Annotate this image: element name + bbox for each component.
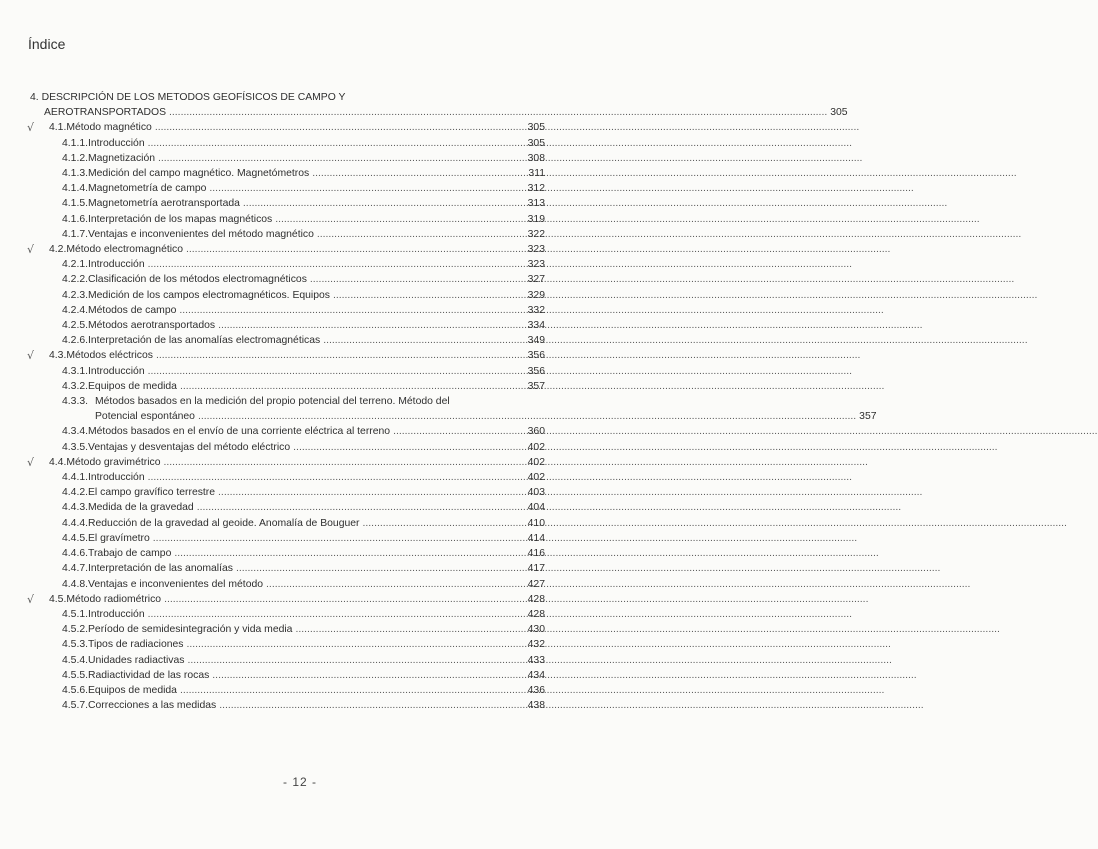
subsection-page: 323 bbox=[527, 259, 545, 271]
toc-subsection[interactable] bbox=[30, 318, 545, 333]
subsection-title: Métodos de campo bbox=[88, 304, 177, 316]
dot-leader bbox=[148, 364, 518, 379]
dot-leader bbox=[266, 577, 518, 592]
subsection-title: Ventajas e inconvenientes del método magnético bbox=[88, 228, 314, 240]
subsection-number: 4.2.5. bbox=[62, 320, 88, 332]
subsection-title-continued: Potencial espontáneo bbox=[95, 411, 195, 423]
section-number: 4.5. bbox=[49, 593, 67, 605]
subsection-number: 4.4.8. bbox=[62, 578, 88, 590]
section-page: 428 bbox=[527, 593, 545, 605]
subsection-number: 4.3.5. bbox=[62, 441, 88, 453]
section-number: 4.1. bbox=[49, 122, 67, 134]
dot-leader bbox=[169, 105, 827, 120]
subsection-number: 4.4.1. bbox=[62, 472, 88, 484]
table-of-contents bbox=[27, 90, 877, 713]
dot-leader bbox=[212, 668, 518, 683]
dot-leader bbox=[158, 151, 518, 166]
section-title: Método gravimétrico bbox=[66, 456, 161, 468]
subsection-number: 4.2.6. bbox=[62, 335, 88, 347]
subsection-number: 4.2.1. bbox=[62, 259, 88, 271]
subsection-page: 319 bbox=[527, 213, 545, 225]
subsection-number: 4.4.2. bbox=[62, 487, 88, 499]
toc-subsection[interactable] bbox=[30, 577, 545, 592]
dot-leader bbox=[148, 136, 518, 151]
subsection-number: 4.2.2. bbox=[62, 274, 88, 286]
subsection-title: El gravímetro bbox=[88, 532, 150, 544]
subsection-number: 4.4.3. bbox=[62, 502, 88, 514]
subsection-title: Trabajo de campo bbox=[88, 548, 172, 560]
check-mark-icon: √ bbox=[27, 592, 35, 606]
subsection-title: Medición del campo magnético. Magnetómetros bbox=[88, 168, 310, 180]
toc-subsection[interactable] bbox=[30, 333, 545, 348]
subsection-number: 4.1.5. bbox=[62, 198, 88, 210]
dot-leader bbox=[236, 561, 518, 576]
toc-section-2[interactable] bbox=[27, 242, 545, 257]
chapter-number: 4. bbox=[30, 92, 39, 103]
subsection-page: 416 bbox=[527, 548, 545, 560]
toc-subsection[interactable] bbox=[30, 668, 545, 683]
section-title: Método electromagnético bbox=[66, 244, 184, 256]
subsection-number: 4.5.3. bbox=[62, 639, 88, 651]
dot-leader bbox=[218, 318, 518, 333]
section-page: 323 bbox=[527, 244, 545, 256]
dot-leader bbox=[153, 531, 518, 546]
dot-leader bbox=[187, 653, 518, 668]
dot-leader bbox=[209, 181, 518, 196]
subsection-page: 402 bbox=[527, 472, 545, 484]
subsection-page: 357 bbox=[527, 380, 545, 392]
dot-leader bbox=[243, 196, 518, 211]
subsection-page: 327 bbox=[527, 274, 545, 286]
subsection-page: 428 bbox=[527, 608, 545, 620]
dot-leader bbox=[179, 303, 518, 318]
subsection-number: 4.5.1. bbox=[62, 608, 88, 620]
toc-subsection-continued[interactable] bbox=[30, 409, 877, 424]
section-page: 305 bbox=[527, 122, 545, 134]
subsection-number: 4.1.6. bbox=[62, 213, 88, 225]
subsection-title: Introducción bbox=[88, 472, 145, 484]
subsection-number: 4.4.7. bbox=[62, 563, 88, 575]
subsection-number: 4.1.2. bbox=[62, 152, 88, 164]
subsection-number: 4.1.1. bbox=[62, 137, 88, 149]
toc-subsection[interactable] bbox=[30, 500, 545, 515]
subsection-title: Métodos basados en el envío de una corriente eléctrica al terreno bbox=[88, 426, 391, 438]
dot-leader bbox=[186, 242, 518, 257]
subsection-title: Introducción bbox=[88, 259, 145, 271]
subsection-title: Clasificación de los métodos electromagnéticos bbox=[88, 274, 307, 286]
toc-subsection[interactable] bbox=[30, 637, 545, 652]
subsection-number: 4.4.4. bbox=[62, 517, 88, 529]
subsection-title: Interpretación de las anomalías bbox=[88, 563, 233, 575]
subsection-number: 4.5.7. bbox=[62, 700, 88, 712]
toc-subsection[interactable] bbox=[30, 653, 545, 668]
toc-subsection[interactable] bbox=[30, 212, 545, 227]
subsection-page: 322 bbox=[527, 228, 545, 240]
chapter-page: 305 bbox=[830, 107, 848, 119]
toc-subsection[interactable] bbox=[30, 364, 545, 379]
dot-leader bbox=[275, 212, 518, 227]
dot-leader bbox=[393, 424, 518, 439]
subsection-title: Magnetometría de campo bbox=[88, 183, 207, 195]
dot-leader bbox=[187, 637, 519, 652]
subsection-page: 434 bbox=[527, 669, 545, 681]
subsection-title: Medición de los campos electromagnéticos. Equipos bbox=[88, 289, 330, 301]
subsection-title: Introducción bbox=[88, 137, 145, 149]
toc-subsection[interactable] bbox=[30, 303, 545, 318]
subsection-title: Métodos basados en la medición del propio potencial del terreno. Método del bbox=[95, 396, 450, 408]
toc-subsection[interactable] bbox=[30, 698, 545, 713]
toc-subsection[interactable] bbox=[30, 181, 545, 196]
dot-leader bbox=[155, 120, 518, 135]
dot-leader bbox=[317, 227, 518, 242]
dot-leader bbox=[164, 592, 518, 607]
sections-list bbox=[27, 120, 877, 713]
subsection-page: 402 bbox=[527, 441, 545, 453]
dot-leader bbox=[197, 500, 518, 515]
subsection-title: Correcciones a las medidas bbox=[88, 700, 217, 712]
chapter-title-line-2[interactable] bbox=[30, 105, 848, 120]
toc-section-4[interactable] bbox=[27, 455, 545, 470]
subsection-title: Métodos aerotransportados bbox=[88, 320, 216, 332]
subsection-page: 308 bbox=[527, 152, 545, 164]
dot-leader bbox=[293, 440, 518, 455]
toc-subsection[interactable] bbox=[30, 622, 545, 637]
dot-leader bbox=[148, 607, 518, 622]
chapter-title: DESCRIPCIÓN DE LOS METODOS GEOFÍSICOS DE CAMPO Y bbox=[41, 92, 346, 103]
subsection-number: 4.3.4. bbox=[62, 426, 88, 438]
subsection-page: 403 bbox=[527, 487, 545, 499]
dot-leader bbox=[363, 516, 518, 531]
subsection-page: 349 bbox=[527, 335, 545, 347]
toc-subsection[interactable] bbox=[30, 257, 545, 272]
chapter-title-continued: AEROTRANSPORTADOS bbox=[44, 107, 167, 119]
subsection-page: 414 bbox=[527, 532, 545, 544]
subsection-title: Introducción bbox=[88, 608, 145, 620]
subsection-title: Introducción bbox=[88, 365, 145, 377]
subsection-title: Magnetometría aerotransportada bbox=[88, 198, 240, 210]
subsection-page: 430 bbox=[527, 624, 545, 636]
subsection-page: 311 bbox=[528, 168, 545, 180]
subsection-page: 313 bbox=[527, 198, 545, 210]
toc-subsection[interactable] bbox=[30, 546, 545, 561]
subsection-number: 4.4.5. bbox=[62, 532, 88, 544]
dot-leader bbox=[148, 257, 518, 272]
subsection-title: Tipos de radiaciones bbox=[88, 639, 184, 651]
check-mark-icon: √ bbox=[27, 121, 35, 135]
toc-subsection[interactable] bbox=[30, 531, 545, 546]
subsection-number: 4.5.6. bbox=[62, 684, 88, 696]
dot-leader bbox=[163, 455, 518, 470]
subsection-number: 4.2.3. bbox=[62, 289, 88, 301]
subsection-title: Interpretación de los mapas magnéticos bbox=[88, 213, 273, 225]
chapter-title-line-1 bbox=[30, 90, 545, 105]
toc-subsection[interactable] bbox=[30, 151, 545, 166]
toc-subsection[interactable] bbox=[30, 196, 545, 211]
subsection-number: 4.4.6. bbox=[62, 548, 88, 560]
subsection-number: 4.1.3. bbox=[62, 168, 88, 180]
toc-subsection[interactable] bbox=[30, 424, 545, 439]
subsection-title: Medida de la gravedad bbox=[88, 502, 194, 514]
subsection-number: 4.2.4. bbox=[62, 304, 88, 316]
dot-leader bbox=[180, 379, 518, 394]
toc-subsection[interactable] bbox=[30, 227, 545, 242]
dot-leader bbox=[198, 409, 856, 424]
subsection-page: 332 bbox=[527, 304, 545, 316]
check-mark-icon: √ bbox=[27, 349, 35, 363]
subsection-page: 312 bbox=[527, 183, 545, 195]
section-page: 356 bbox=[527, 350, 545, 362]
check-mark-icon: √ bbox=[27, 455, 35, 469]
subsection-page: 356 bbox=[527, 365, 545, 377]
subsection-page: 360 bbox=[527, 426, 545, 438]
toc-subsection[interactable] bbox=[30, 440, 545, 455]
subsection-page: 410 bbox=[527, 517, 545, 529]
toc-subsection[interactable] bbox=[30, 288, 545, 303]
subsection-page: 417 bbox=[527, 563, 545, 575]
subsection-page: 305 bbox=[527, 137, 545, 149]
toc-subsection[interactable] bbox=[30, 394, 545, 409]
subsection-page: 433 bbox=[527, 654, 545, 666]
subsection-number: 4.1.4. bbox=[62, 183, 88, 195]
toc-section-1[interactable] bbox=[27, 120, 545, 135]
section-number: 4.3. bbox=[49, 350, 67, 362]
subsection-page: 334 bbox=[527, 320, 545, 332]
toc-subsection[interactable] bbox=[30, 379, 545, 394]
subsection-title: Equipos de medida bbox=[88, 684, 177, 696]
toc-subsection[interactable] bbox=[30, 470, 545, 485]
subsection-title: El campo gravífico terrestre bbox=[88, 487, 216, 499]
subsection-title: Interpretación de las anomalías electromagnéticas bbox=[88, 335, 321, 347]
dot-leader bbox=[310, 272, 518, 287]
subsection-page: 329 bbox=[527, 289, 545, 301]
subsection-title: Ventajas y desventajas del método eléctrico bbox=[88, 441, 291, 453]
dot-leader bbox=[148, 470, 518, 485]
toc-subsection[interactable] bbox=[30, 561, 545, 576]
toc-subsection[interactable] bbox=[30, 683, 545, 698]
toc-section-5[interactable] bbox=[27, 592, 545, 607]
dot-leader bbox=[295, 622, 518, 637]
page-heading: Índice bbox=[28, 36, 66, 52]
check-mark-icon: √ bbox=[27, 243, 35, 257]
toc-subsection[interactable] bbox=[30, 136, 545, 151]
subsection-title: Ventajas e inconvenientes del método bbox=[88, 578, 264, 590]
toc-subsection[interactable] bbox=[30, 516, 545, 531]
subsection-number: 4.5.2. bbox=[62, 624, 88, 636]
subsection-number: 4.3.3. bbox=[62, 396, 88, 408]
subsection-number: 4.1.7. bbox=[62, 228, 88, 240]
subsection-title: Reducción de la gravedad al geoide. Anomalía de Bouguer bbox=[88, 517, 360, 529]
toc-subsection[interactable] bbox=[30, 485, 545, 500]
section-number: 4.4. bbox=[49, 456, 67, 468]
section-page: 402 bbox=[527, 456, 545, 468]
dot-leader bbox=[333, 288, 518, 303]
subsection-title: Unidades radiactivas bbox=[88, 654, 185, 666]
dot-leader bbox=[174, 546, 518, 561]
subsection-page: 438 bbox=[527, 700, 545, 712]
subsection-title: Período de semidesintegración y vida media bbox=[88, 624, 293, 636]
subsection-title: Radiactividad de las rocas bbox=[88, 669, 210, 681]
subsection-number: 4.5.5. bbox=[62, 669, 88, 681]
section-title: Método magnético bbox=[66, 122, 152, 134]
subsection-page: 404 bbox=[527, 502, 545, 514]
subsection-page: 432 bbox=[527, 639, 545, 651]
subsection-number: 4.5.4. bbox=[62, 654, 88, 666]
subsection-page: 436 bbox=[527, 684, 545, 696]
section-title: Métodos eléctricos bbox=[66, 350, 153, 362]
subsection-page: 357 bbox=[859, 411, 877, 423]
subsection-title: Equipos de medida bbox=[88, 380, 177, 392]
dot-leader bbox=[218, 485, 518, 500]
dot-leader bbox=[312, 166, 518, 181]
subsection-page: 427 bbox=[527, 578, 545, 590]
subsection-number: 4.3.1. bbox=[62, 365, 88, 377]
toc-subsection[interactable] bbox=[30, 272, 545, 287]
dot-leader bbox=[219, 698, 518, 713]
dot-leader bbox=[323, 333, 518, 348]
section-number: 4.2. bbox=[49, 244, 67, 256]
toc-subsection[interactable] bbox=[30, 166, 545, 181]
subsection-number: 4.3.2. bbox=[62, 380, 88, 392]
toc-subsection[interactable] bbox=[30, 607, 545, 622]
section-title: Método radiométrico bbox=[66, 593, 162, 605]
dot-leader bbox=[156, 348, 518, 363]
dot-leader bbox=[180, 683, 518, 698]
subsection-title: Magnetización bbox=[88, 152, 156, 164]
page-number-footer: - 12 - bbox=[282, 775, 317, 789]
toc-section-3[interactable] bbox=[27, 348, 545, 363]
